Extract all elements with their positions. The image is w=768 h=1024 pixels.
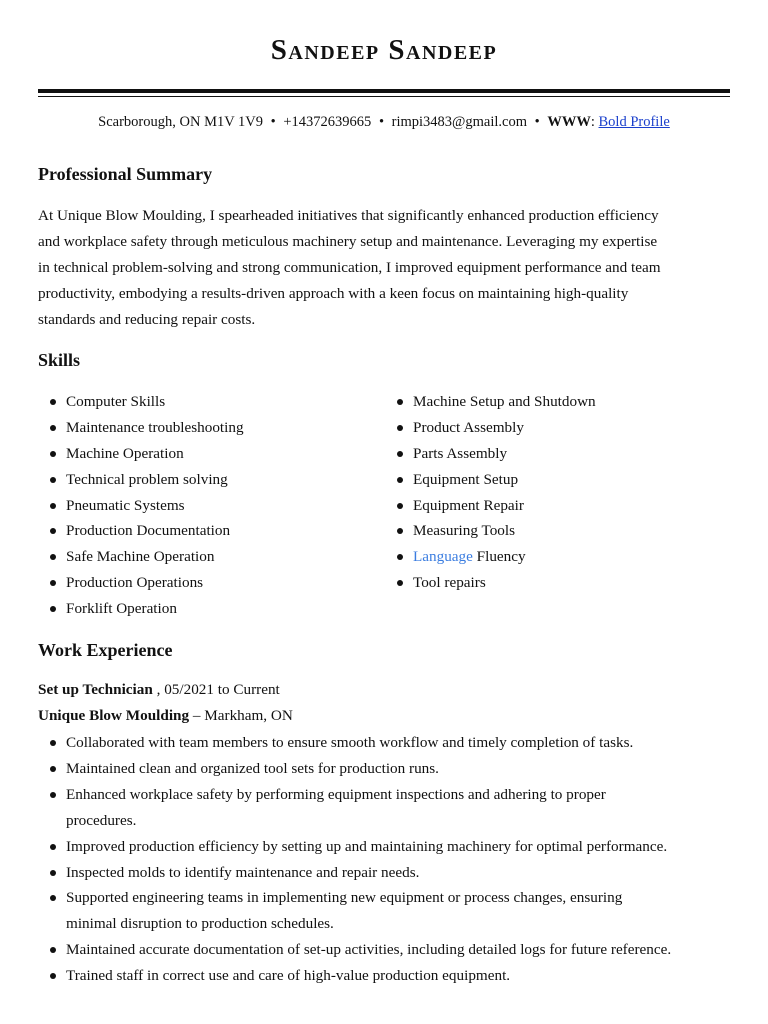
summary-paragraph <box>38 203 738 333</box>
summary-line: At Unique Blow Moulding, I spearheaded initiatives that significantly enhanced production efficiency <box>38 207 659 224</box>
duty-item: Trained staff in correct use and care of high-value production equipment. <box>50 963 740 989</box>
duty-item: Supported engineering teams in implementing new equipment or process changes, ensuring minimal disruption to production schedules. <box>50 885 740 937</box>
skill-item: Pneumatic Systems <box>50 493 244 519</box>
skill-item: Parts Assembly <box>397 441 596 467</box>
job-title: Set up Technician <box>38 681 153 698</box>
candidate-name: Sandeep Sandeep <box>270 34 498 66</box>
profile-link[interactable]: Bold Profile <box>598 114 670 130</box>
summary-heading: Professional Summary <box>38 164 213 184</box>
skill-item: Technical problem solving <box>50 467 244 493</box>
separator-bullet: • <box>270 114 276 130</box>
skill-item: Equipment Setup <box>397 467 596 493</box>
summary-line: productivity, embodying a results-driven approach with a keen focus on maintaining high-quality <box>38 285 629 302</box>
language-highlight: Language <box>413 548 473 566</box>
summary-line: standards and reducing repair costs. <box>38 311 256 328</box>
skill-item: Measuring Tools <box>397 518 596 544</box>
summary-line: and workplace safety through meticulous machinery setup and maintenance. Leveraging my expertise <box>38 233 658 250</box>
phone-text: +14372639665 <box>283 114 372 130</box>
skill-item: Equipment Repair <box>397 493 596 519</box>
company-name: Unique Blow Moulding <box>38 707 190 724</box>
duty-item: Improved production efficiency by setting up and maintaining machinery for optimal performance. <box>50 834 740 860</box>
address-text: Scarborough, ON M1V 1V9 <box>98 114 264 130</box>
skill-item: Maintenance troubleshooting <box>50 415 244 441</box>
duty-item: Inspected molds to identify maintenance and repair needs. <box>50 860 740 886</box>
skills-list-left <box>50 389 244 622</box>
duty-item: Collaborated with team members to ensure smooth workflow and timely completion of tasks. <box>50 730 740 756</box>
language-rest: Fluency <box>472 548 526 566</box>
duty-item: Enhanced workplace safety by performing equipment inspections and adhering to proper procedures. <box>50 782 740 834</box>
www-colon: : <box>590 114 599 130</box>
separator-bullet: • <box>534 114 540 130</box>
skill-item: Machine Operation <box>50 441 244 467</box>
experience-heading: Work Experience <box>38 640 173 660</box>
skill-item: Product Assembly <box>397 415 596 441</box>
skill-item: Production Documentation <box>50 518 244 544</box>
header-rule-thick <box>38 89 730 93</box>
header-rule-thin <box>38 96 730 97</box>
skill-item: Forklift Operation <box>50 596 244 622</box>
duties-list <box>50 730 740 989</box>
duty-item: Maintained accurate documentation of set-up activities, including detailed logs for future reference. <box>50 937 740 963</box>
skill-item: Machine Setup and Shutdown <box>397 389 596 415</box>
skill-item: Production Operations <box>50 570 244 596</box>
contact-line <box>0 114 768 131</box>
www-label: WWW <box>547 114 591 130</box>
skill-item: Computer Skills <box>50 389 244 415</box>
summary-line: in technical problem-solving and strong communication, I improved equipment performance and team <box>38 259 661 276</box>
job-title-line <box>38 681 280 699</box>
skill-item: Tool repairs <box>397 570 596 596</box>
skills-heading: Skills <box>38 350 81 370</box>
separator-bullet: • <box>378 114 385 130</box>
email-text: rimpi3483@gmail.com <box>391 114 528 130</box>
duty-item: Maintained clean and organized tool sets for production runs. <box>50 756 740 782</box>
skill-item: Safe Machine Operation <box>50 544 244 570</box>
company-line <box>38 707 293 725</box>
skill-item-language <box>397 544 596 570</box>
job-dates: , 05/2021 to Current <box>152 681 280 698</box>
company-location: – Markham, ON <box>189 707 293 724</box>
skills-list-right <box>397 389 596 596</box>
